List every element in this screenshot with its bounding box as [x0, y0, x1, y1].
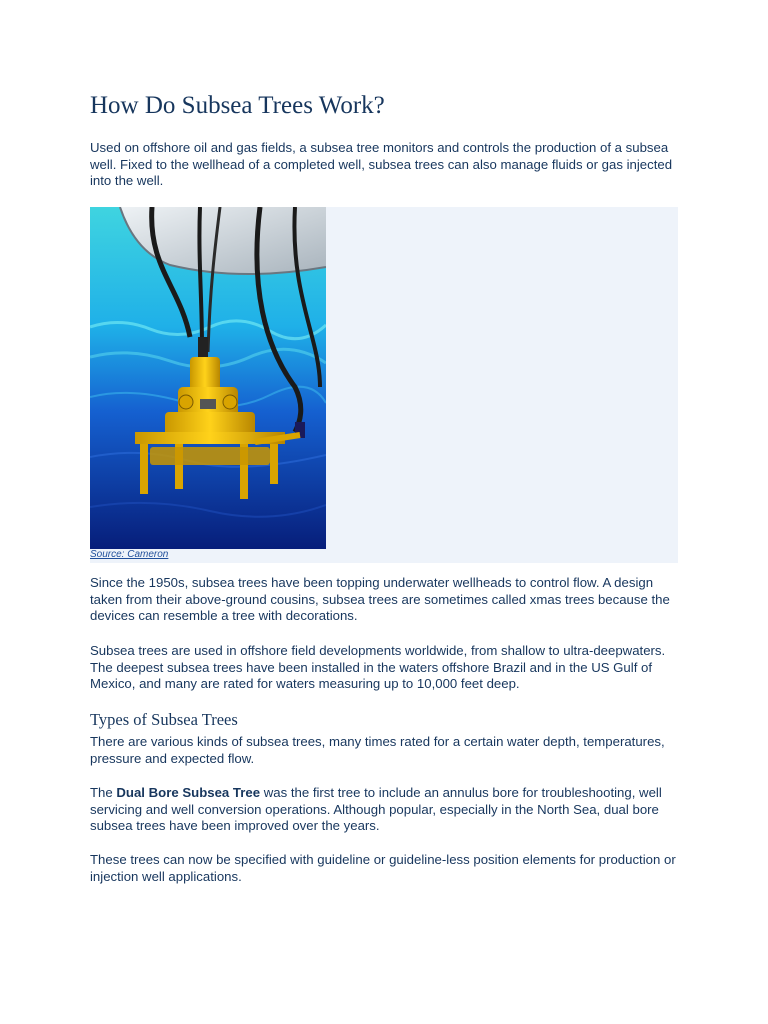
paragraph-dual-bore — [90, 785, 680, 835]
dual-bore-term: Dual Bore Subsea Tree — [116, 785, 261, 800]
subsea-tree-image — [90, 207, 326, 549]
paragraph-guideline: These trees can now be specified with guideline or guideline-less position elements for production or injection well applications. — [90, 852, 676, 884]
paragraph-types: There are various kinds of subsea trees, many times rated for a certain water depth, temperatures, pressure and expected flow. — [90, 734, 665, 766]
figure — [90, 207, 678, 563]
figure-caption-link[interactable]: Source: Cameron — [90, 549, 169, 560]
paragraph-history: Since the 1950s, subsea trees have been topping underwater wellheads to control flow. A design taken from their above-ground cousins, subsea trees are sometimes called xmas trees because the devices can resemble a tree with decorations. — [90, 575, 670, 623]
subsea-tree-photo — [90, 207, 326, 549]
section-heading: Types of Subsea Trees — [90, 710, 238, 729]
dual-bore-prefix: The — [90, 785, 117, 800]
dual-bore-text: was the first tree to include an annulus bore for troubleshooting, well servicing and well conversion operations. Although popular, especially in the North Sea, dual bore subsea trees have been improved over the years. — [90, 785, 662, 833]
page-title: How Do Subsea Trees Work? — [90, 92, 385, 119]
intro-paragraph: Used on offshore oil and gas fields, a subsea tree monitors and controls the production of a subsea well. Fixed to the wellhead of a completed well, subsea trees can also manage fluids or gas injected into the well. — [90, 140, 673, 188]
paragraph-usage: Subsea trees are used in offshore field developments worldwide, from shallow to ultra-deepwaters. The deepest subsea trees have been installed in the waters offshore Brazil and in the US Gulf of Mexico, and many are rated for waters measuring up to 10,000 feet deep. — [90, 643, 666, 691]
